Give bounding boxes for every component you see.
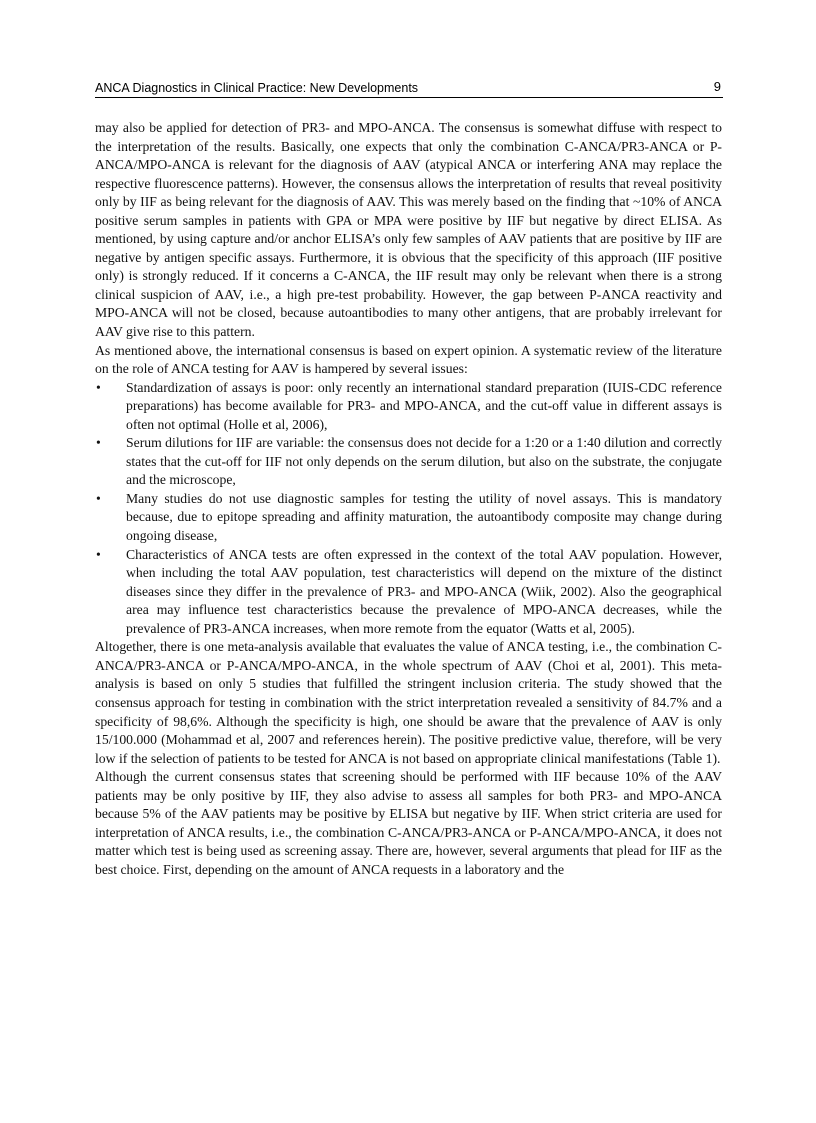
- page-number: 9: [713, 79, 721, 94]
- bullet-icon: •: [96, 490, 101, 506]
- paragraph: Altogether, there is one meta-analysis available that evaluates the value of ANCA testing, i.e., the combination C-ANCA/PR3-ANCA or P-ANCA/MPO-ANCA, in the whole spectrum of AAV (Choi et al, 2001). This meta-analysis is based on only 5 studies that fulfilled the stringent inclusion criteria. The study showed that the consensus approach for testing in combination with the strict interpretation revealed a sensitivity of 84.7% and a specificity of 98,6%. Although the specificity is high, one should be aware that the prevalence of AAV is only 15/100.000 (Mohammad et al, 2007 and references herein). The positive predictive value, therefore, will be very low if the selection of patients to be tested for ANCA is not based on appropriate clinical manifestations (Table 1).: [95, 639, 722, 766]
- list-item-text: Characteristics of ANCA tests are often expressed in the context of the total AAV population. However, when including the total AAV population, test characteristics will depend on the mixture of the distinct diseases since they differ in the prevalence of PR3- and MPO-ANCA (Wiik, 2002). Also the geographical area may influence test characteristics because the prevalence of MPO-ANCA decreases, while the prevalence of PR3-ANCA increases, when more remote from the equator (Watts et al, 2005).: [126, 546, 722, 636]
- running-header: [95, 79, 723, 98]
- list-item-text: Standardization of assays is poor: only recently an international standard preparation (IUIS-CDC reference preparations) has become available for PR3- and MPO-ANCA, and the cut-off value in different assays is often not optimal (Holle et al, 2006),: [126, 379, 722, 432]
- bullet-icon: •: [96, 379, 101, 395]
- paragraph: may also be applied for detection of PR3- and MPO-ANCA. The consensus is somewhat diffuse with respect to the interpretation of the results. Basically, one expects that only the combination C-ANCA/PR3-ANCA or P-ANCA/MPO-ANCA is relevant for the diagnosis of AAV (atypical ANCA or interfering ANA may replace the respective fluorescence patterns). However, the consensus allows the interpretation of results that reveal positivity only by IIF as being relevant for the diagnosis of AAV. This was merely based on the finding that ~10% of ANCA positive serum samples in patients with GPA or MPA were positive by IIF but negative by direct ELISA. As mentioned, by using capture and/or anchor ELISA’s only few samples of AAV patients that are positive by IIF are negative by antigen specific assays. Furthermore, it is obvious that the specificity of this approach (IIF positive only) is strongly reduced. If it concerns a C-ANCA, the IIF result may only be relevant when there is a strong clinical suspicion of AAV, i.e., a high pre-test probability. However, the gap between P-ANCA reactivity and MPO-ANCA will not be closed, because autoantibodies to many other antigens, that are probably irrelevant for AAV give rise to this pattern.: [95, 120, 722, 340]
- list-item: [95, 434, 722, 490]
- issues-list: [95, 379, 722, 639]
- body-text: [95, 119, 722, 879]
- header-title: ANCA Diagnostics in Clinical Practice: New Developments: [95, 81, 419, 95]
- list-item: [95, 546, 722, 639]
- paragraph: As mentioned above, the international consensus is based on expert opinion. A systematic review of the literature on the role of ANCA testing for AAV is hampered by several issues:: [95, 342, 722, 377]
- paragraph: Although the current consensus states that screening should be performed with IIF because 10% of the AAV patients may be only positive by IIF, they also advise to assess all samples for both PR3- and MPO-ANCA because 5% of the AAV patients may be positive by ELISA but negative by IIF. When strict criteria are used for interpretation of ANCA results, i.e., the combination C-ANCA/PR3-ANCA or P-ANCA/MPO-ANCA, it does not matter which test is being used as screening assay. There are, however, several arguments that plead for IIF as the best choice. First, depending on the amount of ANCA requests in a laboratory and the: [95, 769, 722, 877]
- bullet-icon: •: [96, 435, 101, 451]
- list-item-text: Many studies do not use diagnostic samples for testing the utility of novel assays. This is mandatory because, due to epitope spreading and affinity maturation, the autoantibody composite may change during ongoing disease,: [126, 490, 722, 544]
- list-item: [95, 490, 722, 546]
- list-item: [95, 379, 722, 435]
- list-item-text: Serum dilutions for IIF are variable: the consensus does not decide for a 1:20 or a 1:40 dilution and correctly states that the cut-off for IIF not only depends on the serum dilution, but also on the substrate, the conjugate and the microscope,: [126, 435, 722, 488]
- bullet-icon: •: [96, 546, 101, 562]
